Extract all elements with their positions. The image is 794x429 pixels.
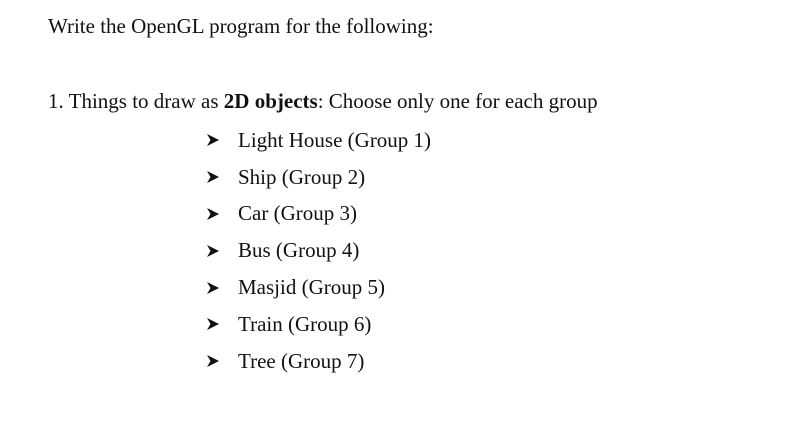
question-prefix: Things to draw as: [68, 89, 219, 113]
arrowhead-bullet-icon: [206, 317, 220, 331]
arrowhead-bullet-icon: [206, 207, 220, 221]
arrowhead-bullet-icon: [206, 170, 220, 184]
list-item: [206, 159, 431, 196]
list-item: [206, 269, 431, 306]
list-item: [206, 196, 431, 233]
group-list: [206, 122, 431, 380]
list-item-label: Light House (Group 1): [238, 127, 432, 152]
list-item-label: Car (Group 3): [238, 201, 357, 226]
list-item-label: Tree (Group 7): [238, 348, 365, 373]
list-item-label: Ship (Group 2): [238, 164, 366, 189]
arrowhead-bullet-icon: [206, 281, 220, 295]
intro-text: Write the OpenGL program for the following:: [48, 14, 434, 38]
list-item-label: Bus (Group 4): [238, 238, 360, 263]
question-bold-term: 2D objects: [223, 89, 318, 113]
list-item: [206, 122, 431, 159]
list-item-label: Masjid (Group 5): [238, 275, 385, 300]
list-item: [206, 306, 431, 343]
list-item-label: Train (Group 6): [238, 311, 372, 336]
arrowhead-bullet-icon: [206, 354, 220, 368]
list-item: [206, 343, 431, 380]
question-number: 1.: [48, 89, 64, 113]
question-1: [48, 87, 598, 115]
arrowhead-bullet-icon: [206, 133, 220, 147]
list-item: [206, 232, 431, 269]
arrowhead-bullet-icon: [206, 244, 220, 258]
question-suffix: : Choose only one for each group: [317, 89, 598, 113]
